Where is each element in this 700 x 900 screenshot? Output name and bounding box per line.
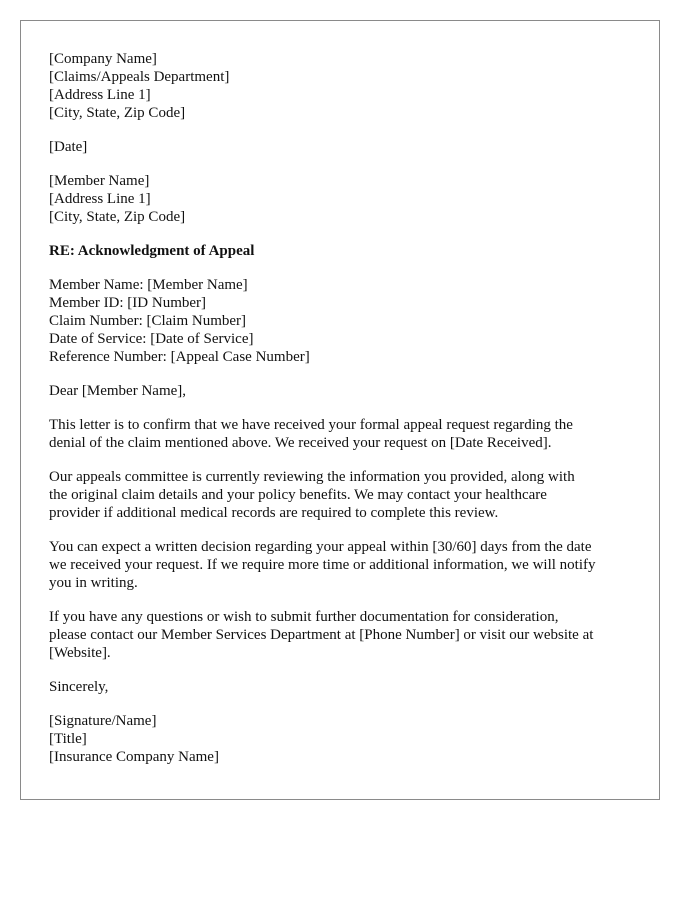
paragraph-contact — [49, 608, 631, 662]
detail-member-id: Member ID: [ID Number] — [49, 295, 207, 311]
salutation — [49, 382, 631, 400]
paragraph-line: we received your request. If we require more time or additional information, we will notify — [49, 557, 596, 573]
detail-claim-number: Claim Number: [Claim Number] — [49, 313, 247, 329]
sender-department: [Claims/Appeals Department] — [49, 69, 230, 85]
paragraph-confirmation — [49, 416, 631, 452]
signature-title: [Title] — [49, 731, 87, 747]
paragraph-review — [49, 468, 631, 522]
paragraph-line: This letter is to confirm that we have received your formal appeal request regarding the — [49, 417, 573, 433]
paragraph-line: [Website]. — [49, 645, 111, 661]
signature-company: [Insurance Company Name] — [49, 749, 219, 765]
paragraph-line: If you have any questions or wish to submit further documentation for consideration, — [49, 609, 559, 625]
letter-date: [Date] — [49, 139, 88, 155]
sender-city-state-zip: [City, State, Zip Code] — [49, 105, 186, 121]
sender-address-block — [49, 50, 631, 122]
paragraph-line: You can expect a written decision regarding your appeal within [30/60] days from the date — [49, 539, 592, 555]
paragraph-line: the original claim details and your policy benefits. We may contact your healthcare — [49, 487, 547, 503]
paragraph-line: provider if additional medical records are required to complete this review. — [49, 505, 499, 521]
salutation-text: Dear [Member Name], — [49, 383, 187, 399]
signature-block — [49, 712, 631, 766]
paragraph-line: Our appeals committee is currently reviewing the information you provided, along with — [49, 469, 575, 485]
claim-details-block — [49, 276, 631, 366]
signature-name: [Signature/Name] — [49, 713, 157, 729]
letter-page — [20, 20, 660, 800]
paragraph-line: you in writing. — [49, 575, 138, 591]
sender-company: [Company Name] — [49, 51, 157, 67]
paragraph-line: denial of the claim mentioned above. We received your request on [Date Received]. — [49, 435, 552, 451]
recipient-name: [Member Name] — [49, 173, 150, 189]
detail-date-of-service: Date of Service: [Date of Service] — [49, 331, 254, 347]
recipient-city-state-zip: [City, State, Zip Code] — [49, 209, 186, 225]
detail-member-name: Member Name: [Member Name] — [49, 277, 248, 293]
paragraph-line: please contact our Member Services Department at [Phone Number] or visit our website at — [49, 627, 594, 643]
paragraph-decision-timeline — [49, 538, 631, 592]
closing-text: Sincerely, — [49, 679, 109, 695]
subject-line: RE: Acknowledgment of Appeal — [49, 243, 255, 259]
recipient-address-block — [49, 172, 631, 226]
detail-reference-number: Reference Number: [Appeal Case Number] — [49, 349, 310, 365]
recipient-address-line: [Address Line 1] — [49, 191, 151, 207]
date-block — [49, 138, 631, 156]
sender-address-line: [Address Line 1] — [49, 87, 151, 103]
closing — [49, 678, 631, 696]
